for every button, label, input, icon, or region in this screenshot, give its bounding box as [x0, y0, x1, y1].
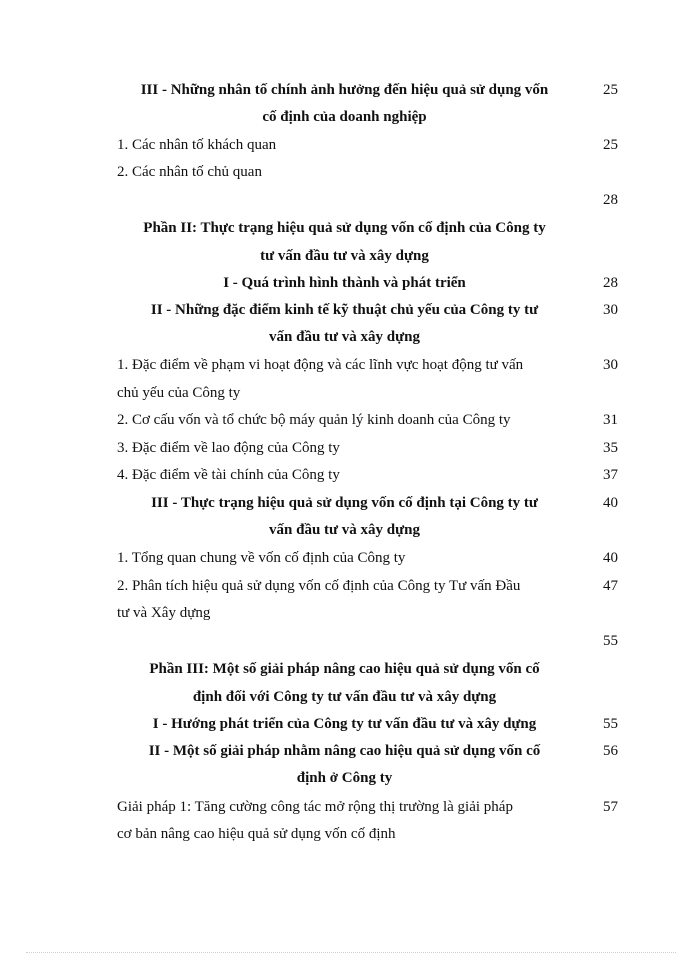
toc-entry-title: định ở Công ty — [296, 770, 393, 786]
toc-entry — [0, 711, 700, 738]
toc-entry-title: Giải pháp 1: Tăng cường công tác mở rộng thị trường là giải pháp — [117, 799, 513, 815]
toc-entry — [0, 573, 700, 600]
toc-entry — [0, 462, 700, 489]
toc-entry — [0, 270, 700, 297]
toc-entry — [0, 821, 700, 848]
toc-entry — [0, 352, 700, 379]
toc-entry — [0, 517, 700, 544]
toc-entry — [0, 297, 700, 324]
toc-entry-title: vấn đầu tư và xây dựng — [269, 522, 420, 538]
toc-entry — [0, 380, 700, 407]
toc-entry — [0, 324, 700, 351]
toc-entry-title: III - Thực trạng hiệu quả sử dụng vốn cố định tại Công ty tư — [151, 495, 538, 511]
toc-entry-title: I - Quá trình hình thành và phát triển — [223, 275, 466, 291]
toc-entry-page: 25 — [603, 137, 618, 153]
toc-entry-title: 4. Đặc điểm về tài chính của Công ty — [117, 467, 340, 483]
toc-entry-page: 28 — [603, 192, 618, 208]
toc-entry-page: 55 — [603, 716, 618, 732]
toc-entry — [0, 656, 700, 683]
toc-entry — [0, 407, 700, 434]
toc-entry-title: I - Hướng phát triển của Công ty tư vấn đầu tư và xây dựng — [152, 716, 537, 732]
toc-entry-title: định đối với Công ty tư vấn đầu tư và xây dựng — [192, 689, 497, 705]
toc-entry-title: 3. Đặc điểm về lao động của Công ty — [117, 440, 340, 456]
toc-entry — [0, 628, 700, 655]
toc-entry-page: 35 — [603, 440, 618, 456]
toc-entry-title: II - Những đặc điểm kinh tế kỹ thuật chủ yếu của Công ty tư — [150, 302, 539, 318]
toc-entry-title: 1. Đặc điểm về phạm vi hoạt động và các lĩnh vực hoạt động tư vấn — [117, 357, 524, 373]
toc-entry-title: II - Một số giải pháp nhằm nâng cao hiệu quả sử dụng vốn cố — [148, 743, 541, 759]
toc-entry — [0, 77, 700, 104]
toc-entry-page: 28 — [603, 275, 618, 291]
toc-entry-page: 55 — [603, 633, 618, 649]
toc-entry-page: 31 — [603, 412, 618, 428]
toc-entry — [0, 435, 700, 462]
toc-entry-title: III - Những nhân tố chính ảnh hưởng đến hiệu quả sử dụng vốn — [140, 82, 549, 98]
toc-entry-title: 1. Tổng quan chung về vốn cố định của Công ty — [117, 550, 406, 566]
toc-entry-title: 2. Các nhân tố chủ quan — [117, 164, 262, 180]
toc-entry — [0, 600, 700, 627]
toc-entry-page: 37 — [603, 467, 618, 483]
toc-entry-page: 47 — [603, 578, 618, 594]
toc-entry-title: chủ yếu của Công ty — [117, 385, 241, 401]
toc-entry-page: 40 — [603, 550, 618, 566]
toc-entry — [0, 187, 700, 214]
toc-entry-title: 1. Các nhân tố khách quan — [117, 137, 277, 153]
toc-entry — [0, 132, 700, 159]
toc-entry-title: tư và Xây dựng — [117, 605, 211, 621]
toc-entry — [0, 159, 700, 186]
toc-entry — [0, 545, 700, 572]
toc-entry-page: 57 — [603, 799, 618, 815]
toc-entry-page: 25 — [603, 82, 618, 98]
toc-entry-title: cơ bản nâng cao hiệu quả sử dụng vốn cố định — [117, 826, 396, 842]
toc-entry — [0, 243, 700, 270]
toc-entry — [0, 738, 700, 765]
toc-entry — [0, 104, 700, 131]
toc-entry-title: Phần II: Thực trạng hiệu quả sử dụng vốn cố định của Công ty — [143, 220, 546, 236]
toc-entry — [0, 215, 700, 242]
toc-entry — [0, 684, 700, 711]
toc-entry-page: 30 — [603, 302, 618, 318]
toc-entry-title: Phần III: Một số giải pháp nâng cao hiệu quả sử dụng vốn cố — [149, 661, 540, 677]
toc-entry — [0, 794, 700, 821]
toc-entry-title: cố định của doanh nghiệp — [262, 109, 427, 125]
page-bottom-divider — [26, 952, 676, 953]
toc-entry-title: vấn đầu tư và xây dựng — [269, 329, 420, 345]
toc-entry — [0, 765, 700, 792]
toc-entry-page: 30 — [603, 357, 618, 373]
toc-entry — [0, 490, 700, 517]
toc-entry-title: 2. Cơ cấu vốn và tổ chức bộ máy quản lý kinh doanh của Công ty — [117, 412, 511, 428]
toc-entry-page: 40 — [603, 495, 618, 511]
toc-entry-title: tư vấn đầu tư và xây dựng — [260, 248, 429, 264]
toc-entry-title: 2. Phân tích hiệu quả sử dụng vốn cố định của Công ty Tư vấn Đầu — [117, 578, 521, 594]
toc-entry-page: 56 — [603, 743, 618, 759]
